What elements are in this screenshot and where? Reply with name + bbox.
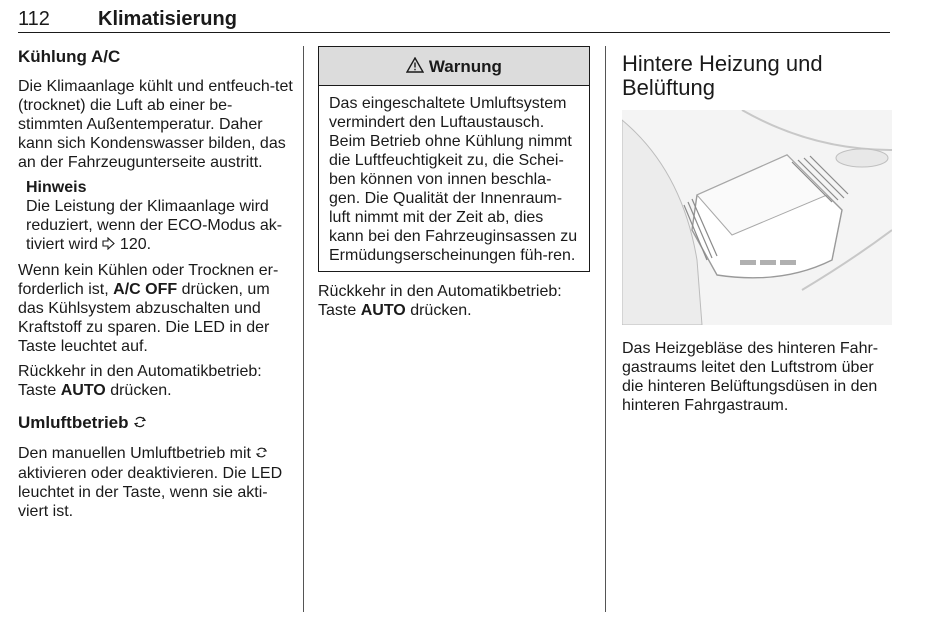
note-block xyxy=(26,178,294,255)
recirculation-heading xyxy=(18,412,294,434)
rear-heating-heading: Hintere Heizung und Belüftung xyxy=(622,51,823,100)
column-middle xyxy=(318,46,590,326)
column-left xyxy=(18,46,294,527)
column-divider xyxy=(605,46,606,612)
page-reference-arrow-icon xyxy=(102,236,115,255)
rear-vent-illustration xyxy=(622,110,892,325)
recirculation-paragraph xyxy=(18,444,294,521)
page-number: 112 xyxy=(18,8,50,30)
auto-return-text-end: drücken. xyxy=(410,302,472,319)
auto-return-text: Rückkehr in den Automatikbetrieb: Taste xyxy=(318,283,562,319)
auto-return-paragraph xyxy=(318,282,590,320)
cooling-off-text-end: drücken, um das Kühlsystem abzuschalten und Kraftstoff zu sparen. Die LED in der Taste leuchtet auf. xyxy=(18,281,270,355)
warning-title: Warnung xyxy=(428,57,502,76)
note-text xyxy=(26,197,294,255)
cooling-heading: Kühlung A/C xyxy=(18,47,121,66)
auto-button-label: AUTO xyxy=(60,382,106,399)
page-header xyxy=(18,8,890,33)
warning-box xyxy=(318,46,590,272)
note-title: Hinweis xyxy=(26,179,87,196)
note-body: Die Leistung der Klimaanlage wird reduziert, wenn der ECO-Modus ak-tiviert wird xyxy=(26,198,283,253)
auto-return-text: Rückkehr in den Automatikbetrieb: Taste xyxy=(18,363,262,399)
warning-triangle-icon xyxy=(406,48,424,88)
auto-button-label: AUTO xyxy=(360,302,406,319)
recirculation-icon xyxy=(255,445,268,464)
auto-return-text-end: drücken. xyxy=(110,382,172,399)
chapter-title: Klimatisierung xyxy=(98,8,237,30)
recirculation-text-end: aktivieren oder deaktivieren. Die LED leuchtet in der Taste, wenn sie akti-viert ist. xyxy=(18,465,283,520)
cooling-off-paragraph xyxy=(18,261,294,356)
warning-header xyxy=(319,47,589,86)
rear-heating-text: Das Heizgebläse des hinteren Fahr-gastraums leitet den Luftstrom über die hinteren Belüftungsdüsen in den hinteren Fahrgastraum. xyxy=(622,340,879,414)
column-right xyxy=(622,46,897,421)
recirculation-text: Den manuellen Umluftbetrieb mit xyxy=(18,445,251,462)
recirculation-heading-text: Umluftbetrieb xyxy=(18,413,129,432)
warning-text: Das eingeschaltete Umluftsystem vermindert den Luftaustausch. Beim Betrieb ohne Kühlung nimmt die Luftfeuchtigkeit zu, die Schei-ben können von innen beschla-gen. Die Qualität der Innenraum-luft nimmt mit der Zeit ab, dies kann bei den Fahrzeuginsassen zu Ermüdungserscheinungen füh-ren. xyxy=(329,95,578,264)
cooling-paragraph: Die Klimaanlage kühlt und entfeuch-tet (trocknet) die Luft ab einer be-stimmten Außentemperatur. Daher kann sich Kondenswasser bilden, das an der Fahrzeugunterseite austritt. xyxy=(18,78,293,171)
recirculation-icon xyxy=(133,413,147,434)
auto-return-paragraph xyxy=(18,362,294,400)
column-divider xyxy=(303,46,304,612)
ac-off-button-label: A/C OFF xyxy=(113,281,178,298)
note-page-ref: 120. xyxy=(119,236,152,253)
cooling-off-text: Wenn kein Kühlen oder Trocknen er-forderlich ist, xyxy=(18,262,279,298)
